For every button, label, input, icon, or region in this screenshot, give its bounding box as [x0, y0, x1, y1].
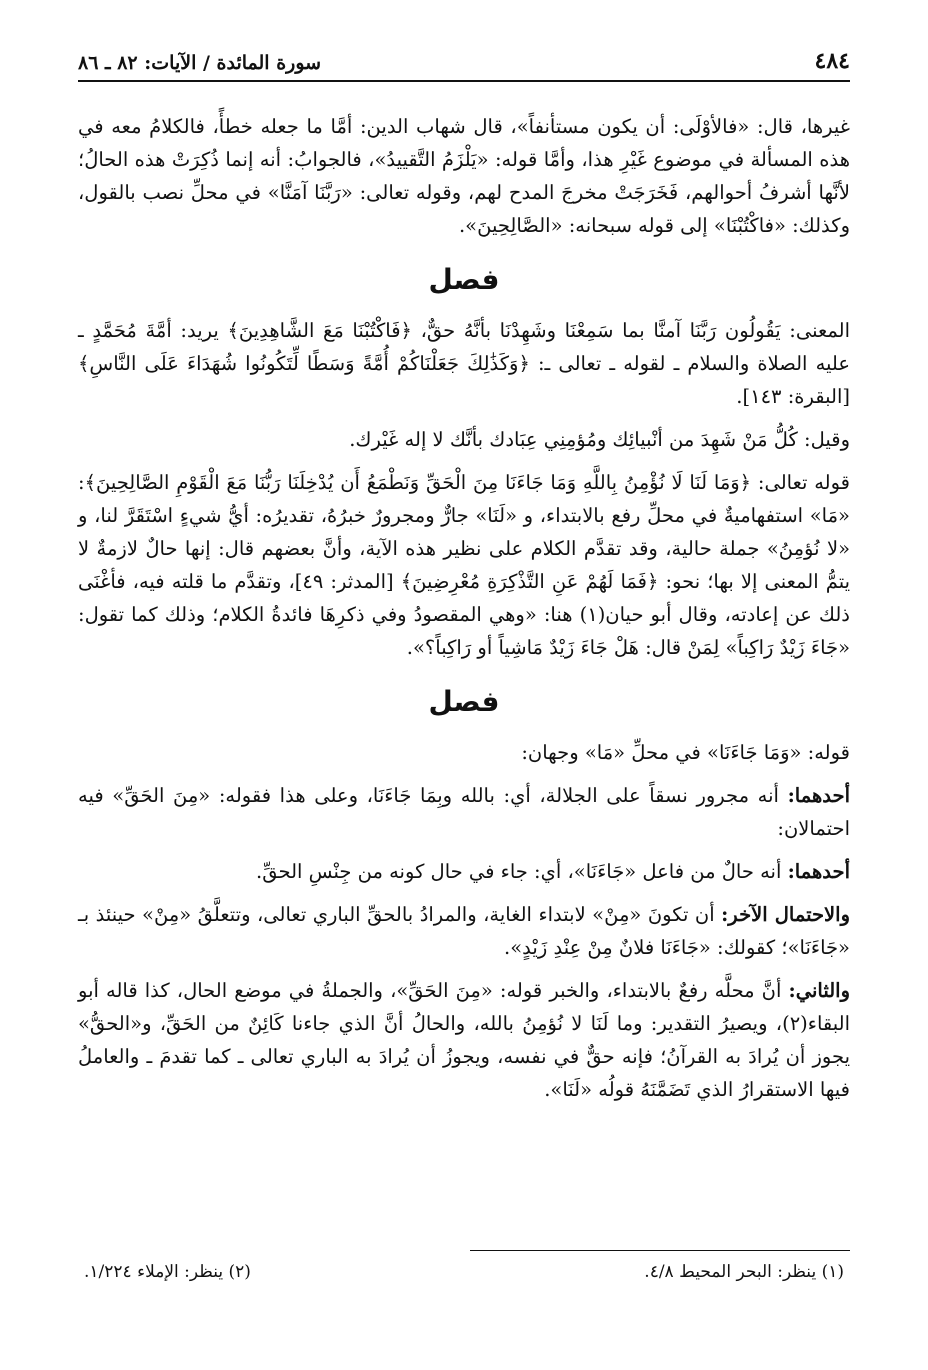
paragraph-intro: غيرها، قال: «فالأوْلَى: أن يكون مستأنفاً»، قال شهاب الدين: أمَّا ما جعله خطأً، فالكلامُ معه في هذه المسألة في موضوع غَيْرِ هذا، وأمَّا قوله: «يَلْزَمُ التَّقييدُ»، فالجوابُ: أنه إنما ذُكِرَتْ هذه الحالُ؛ لأنَّها أشرفُ أحوالهم، فَخَرَجَتْ مخرجَ المدح لهم، وقوله تعالى: «رَبَّنَا آمَنَّا» في محلِّ نصب بالقول، وكذلك: «فاكْتُبْنَا» إلى قوله سبحانه: «الصَّالِحِينَ».: [78, 115, 850, 237]
footnote-1: (١) ينظر: البحر المحيط ٤/٨.: [644, 1262, 844, 1282]
section1-paragraph-1: المعنى: يَقُولُون رَبَّنَا آمنَّا بما سَمِعْنَا وشَهِدْنَا بأنَّهُ حقٌّ، ﴿فَاكْتُبْنَا مَعَ الشَّاهِدِينَ﴾ يريد: أمَّةَ مُحَمَّدٍ ـ عليه الصلاة والسلام ـ لقوله ـ تعالى ـ: ﴿وَكَذَٰلِكَ جَعَلْنَاكُمْ أُمَّةً وَسَطًا لِّتَكُونُوا شُهَدَاءَ عَلَى النَّاسِ﴾ [البقرة: ١٤٣].: [78, 319, 850, 408]
section1-paragraph-2: وقيل: كُلُّ مَنْ شَهِدَ من أنْبيائِك ومُؤمِنِي عِبَادك بأنَّك لا إله غَيْرك.: [349, 428, 850, 451]
footnote-2: (٢) ينظر: الإملاء ١/٢٢٤.: [84, 1262, 251, 1282]
term-text: أنه حالٌ من فاعل «جَاءَنَا»، أي: جاء في حال كونه من جِنْسِ الحقِّ.: [256, 860, 788, 883]
section2-paragraph-3: [78, 898, 850, 964]
footnote-divider: [470, 1250, 850, 1251]
section2-paragraph-1: [78, 779, 850, 845]
page-number: ٤٨٤: [814, 48, 850, 74]
term-text: أن تكونَ «مِنْ» لابتداء الغاية، والمرادُ بالحقِّ الباري تعالى، وتتعلَّقُ «مِنْ» حينئذ بـ «جَاءَنَا»؛ كقولك: «جَاءَنَا فلانٌ مِنْ عِنْدِ زَيْدٍ».: [78, 903, 850, 959]
page-header: [78, 34, 850, 82]
term-text: أنَّ محلَّه رفعٌ بالابتداء، والخبر قوله: «مِنَ الحَقِّ»، والجملةُ في موضع الحال، كذا قاله أبو البقاء(٢)، ويصيرُ التقدير: وما لَنَا لا نُؤمِنُ بالله، والحالُ أنَّ الذي جاءنا كَائِنٌ من الحَقِّ، و«الحقُّ» يجوز أن يُرادَ به القرآنُ؛ فإنه حقٌّ في نفسه، ويجوزُ أن يُرادَ به الباري تعالى ـ كما تقدمَ ـ والعاملُ فيها الاستقرارُ الذي تَضَمَّنَهُ قولُه «لَنَا».: [78, 979, 850, 1101]
footnotes: [78, 1262, 850, 1282]
section2-paragraph-2: [78, 855, 850, 888]
term-label: والثاني:: [788, 979, 850, 1002]
page-content: [78, 110, 850, 1106]
section1-paragraph-3: قوله تعالى: ﴿وَمَا لَنَا لَا نُؤْمِنُ بِاللَّهِ وَمَا جَاءَنَا مِنَ الْحَقِّ وَنَطْمَعُ أَن يُدْخِلَنَا رَبُّنَا مَعَ الْقَوْمِ الصَّالِحِينَ﴾: «مَا» استفهاميةٌ في محلِّ رفع بالابتداء، و «لَنَا» جارٌّ ومجرورٌ خبرُهُ، تقديرُه: أيُّ شيءٍ اسْتَقَرَّ لنا، و «لا نُؤمِنُ» جملة حالية، وقد تقدَّم الكلام على نظير هذه الآية، وأنَّ بعضهم قال: إنها حالٌ لازمةٌ لا يتمُّ المعنى إلا بها؛ نحو: ﴿فَمَا لَهُمْ عَنِ التَّذْكِرَةِ مُعْرِضِينَ﴾ [المدثر: ٤٩]، وتقدَّم ما قلته فيه، فأغْنَى ذلك عن إعادته، وقال أبو حيان(١) هنا: «وهي المقصودُ وفي ذكرِهَا فائدةُ الكلام؛ وذلك كما تقول: «جَاءَ زَيْدٌ رَاكِباً» لِمَنْ قال: هَلْ جَاءَ زَيْدٌ مَاشِياً أو رَاكِباً؟».: [78, 471, 851, 659]
section2-paragraph-4: [78, 974, 850, 1106]
term-label: والاحتمال الآخر:: [721, 903, 851, 926]
section-title-1: فصل: [428, 263, 500, 296]
section2-intro: قوله: «وَمَا جَاءَنَا» في محلِّ «مَا» وجهان:: [521, 741, 850, 764]
surah-title: سورة المائدة / الآيات: ٨٢ ـ ٨٦: [78, 52, 322, 74]
section-title-2: فصل: [428, 685, 500, 718]
term-label: أحدهما:: [787, 860, 850, 883]
term-label: أحدهما:: [787, 784, 850, 807]
term-text: أنه مجرور نسقاً على الجلالة، أي: بالله وبِمَا جَاءَنَا، وعلى هذا فقوله: «مِنَ الحَقِّ» فيه احتمالان:: [78, 784, 850, 840]
